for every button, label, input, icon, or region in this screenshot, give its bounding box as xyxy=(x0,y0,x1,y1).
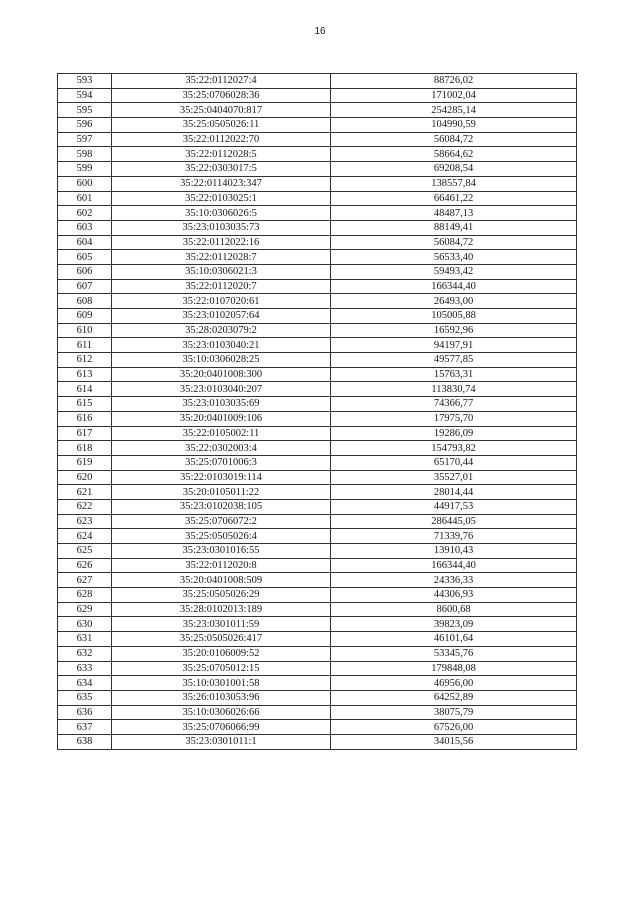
table-row xyxy=(58,118,577,133)
cadastral-value-cell: 105005,88 xyxy=(331,309,577,324)
cadastral-number-cell: 35:22:0107020:61 xyxy=(112,294,331,309)
cadastral-number-cell: 35:22:0103019:114 xyxy=(112,470,331,485)
row-number-cell: 629 xyxy=(58,602,112,617)
table-body xyxy=(58,74,577,750)
table-row xyxy=(58,558,577,573)
cadastral-value-cell: 28014,44 xyxy=(331,485,577,500)
cadastral-number-cell: 35:22:0112020:8 xyxy=(112,558,331,573)
cadastral-number-cell: 35:25:0505026:4 xyxy=(112,529,331,544)
cadastral-value-cell: 166344,40 xyxy=(331,279,577,294)
row-number-cell: 597 xyxy=(58,132,112,147)
row-number-cell: 596 xyxy=(58,118,112,133)
table-row xyxy=(58,573,577,588)
cadastral-number-cell: 35:22:0112022:70 xyxy=(112,132,331,147)
table-row xyxy=(58,632,577,647)
table-row xyxy=(58,309,577,324)
cadastral-value-cell: 286445,05 xyxy=(331,514,577,529)
table-row xyxy=(58,367,577,382)
cadastral-value-cell: 46101,64 xyxy=(331,632,577,647)
cadastral-value-cell: 19286,09 xyxy=(331,426,577,441)
cadastral-number-cell: 35:20:0401009:106 xyxy=(112,411,331,426)
cadastral-value-cell: 48487,13 xyxy=(331,206,577,221)
cadastral-value-cell: 53345,76 xyxy=(331,646,577,661)
row-number-cell: 631 xyxy=(58,632,112,647)
cadastral-value-cell: 15763,31 xyxy=(331,367,577,382)
cadastral-value-cell: 138557,84 xyxy=(331,176,577,191)
cadastral-number-cell: 35:23:0103040:207 xyxy=(112,382,331,397)
cadastral-number-cell: 35:25:0505026:417 xyxy=(112,632,331,647)
table-row xyxy=(58,250,577,265)
cadastral-value-cell: 34015,56 xyxy=(331,734,577,749)
cadastral-number-cell: 35:23:0103035:69 xyxy=(112,397,331,412)
cadastral-number-cell: 35:25:0705012:15 xyxy=(112,661,331,676)
table-row xyxy=(58,294,577,309)
cadastral-value-cell: 254285,14 xyxy=(331,103,577,118)
table-row xyxy=(58,132,577,147)
cadastral-value-cell: 13910,43 xyxy=(331,544,577,559)
table-row xyxy=(58,74,577,89)
row-number-cell: 630 xyxy=(58,617,112,632)
row-number-cell: 636 xyxy=(58,705,112,720)
table-row xyxy=(58,529,577,544)
table-row xyxy=(58,720,577,735)
table-row xyxy=(58,220,577,235)
row-number-cell: 638 xyxy=(58,734,112,749)
table-row xyxy=(58,323,577,338)
row-number-cell: 628 xyxy=(58,588,112,603)
table-row xyxy=(58,485,577,500)
table-row xyxy=(58,191,577,206)
cadastral-number-cell: 35:26:0103053:96 xyxy=(112,690,331,705)
cadastral-value-cell: 88149,41 xyxy=(331,220,577,235)
table-row xyxy=(58,411,577,426)
cadastral-number-cell: 35:22:0112028:5 xyxy=(112,147,331,162)
row-number-cell: 593 xyxy=(58,74,112,89)
row-number-cell: 594 xyxy=(58,88,112,103)
row-number-cell: 609 xyxy=(58,309,112,324)
table-row xyxy=(58,499,577,514)
cadastral-value-cell: 94197,91 xyxy=(331,338,577,353)
table-row xyxy=(58,206,577,221)
row-number-cell: 606 xyxy=(58,264,112,279)
table-row xyxy=(58,617,577,632)
cadastral-value-cell: 46956,00 xyxy=(331,676,577,691)
cadastral-number-cell: 35:10:0306021:3 xyxy=(112,264,331,279)
table-row xyxy=(58,397,577,412)
cadastral-value-cell: 26493,00 xyxy=(331,294,577,309)
cadastral-number-cell: 35:20:0105011:22 xyxy=(112,485,331,500)
cadastral-value-cell: 64252,89 xyxy=(331,690,577,705)
row-number-cell: 623 xyxy=(58,514,112,529)
cadastral-number-cell: 35:20:0401008:300 xyxy=(112,367,331,382)
row-number-cell: 612 xyxy=(58,353,112,368)
cadastral-number-cell: 35:28:0102013:189 xyxy=(112,602,331,617)
table-row xyxy=(58,338,577,353)
cadastral-value-cell: 88726,02 xyxy=(331,74,577,89)
cadastral-value-cell: 16592,96 xyxy=(331,323,577,338)
cadastral-number-cell: 35:22:0112028:7 xyxy=(112,250,331,265)
table-row xyxy=(58,470,577,485)
cadastral-number-cell: 35:28:0203079:2 xyxy=(112,323,331,338)
cadastral-value-cell: 24336,33 xyxy=(331,573,577,588)
cadastral-value-cell: 44306,93 xyxy=(331,588,577,603)
cadastral-value-cell: 17975,70 xyxy=(331,411,577,426)
table-row xyxy=(58,279,577,294)
row-number-cell: 611 xyxy=(58,338,112,353)
cadastral-value-cell: 69208,54 xyxy=(331,162,577,177)
cadastral-number-cell: 35:23:0102057:64 xyxy=(112,309,331,324)
cadastral-value-cell: 66461,22 xyxy=(331,191,577,206)
row-number-cell: 634 xyxy=(58,676,112,691)
table-row xyxy=(58,676,577,691)
row-number-cell: 601 xyxy=(58,191,112,206)
cadastral-value-cell: 154793,82 xyxy=(331,441,577,456)
row-number-cell: 624 xyxy=(58,529,112,544)
row-number-cell: 633 xyxy=(58,661,112,676)
cadastral-number-cell: 35:22:0112020:7 xyxy=(112,279,331,294)
table-row xyxy=(58,147,577,162)
cadastral-number-cell: 35:25:0505026:11 xyxy=(112,118,331,133)
table-row xyxy=(58,353,577,368)
cadastral-value-cell: 49577,85 xyxy=(331,353,577,368)
row-number-cell: 635 xyxy=(58,690,112,705)
cadastral-number-cell: 35:22:0303017:5 xyxy=(112,162,331,177)
row-number-cell: 626 xyxy=(58,558,112,573)
cadastral-value-cell: 67526,00 xyxy=(331,720,577,735)
table-row xyxy=(58,661,577,676)
cadastral-number-cell: 35:23:0301011:1 xyxy=(112,734,331,749)
row-number-cell: 595 xyxy=(58,103,112,118)
cadastral-value-cell: 65170,44 xyxy=(331,455,577,470)
table-row xyxy=(58,646,577,661)
cadastral-number-cell: 35:25:0706028:36 xyxy=(112,88,331,103)
cadastral-number-cell: 35:23:0301011:59 xyxy=(112,617,331,632)
row-number-cell: 632 xyxy=(58,646,112,661)
cadastral-value-table xyxy=(57,73,577,750)
cadastral-number-cell: 35:22:0302003:4 xyxy=(112,441,331,456)
row-number-cell: 605 xyxy=(58,250,112,265)
table-row xyxy=(58,162,577,177)
row-number-cell: 616 xyxy=(58,411,112,426)
row-number-cell: 637 xyxy=(58,720,112,735)
cadastral-value-cell: 59493,42 xyxy=(331,264,577,279)
cadastral-value-cell: 74366,77 xyxy=(331,397,577,412)
table-row xyxy=(58,426,577,441)
cadastral-value-cell: 179848,08 xyxy=(331,661,577,676)
cadastral-number-cell: 35:22:0112027:4 xyxy=(112,74,331,89)
cadastral-value-cell: 171002,04 xyxy=(331,88,577,103)
row-number-cell: 603 xyxy=(58,220,112,235)
cadastral-number-cell: 35:10:0301001:58 xyxy=(112,676,331,691)
cadastral-value-cell: 35527,01 xyxy=(331,470,577,485)
table-row xyxy=(58,382,577,397)
row-number-cell: 620 xyxy=(58,470,112,485)
cadastral-number-cell: 35:25:0505026:29 xyxy=(112,588,331,603)
cadastral-value-cell: 71339,76 xyxy=(331,529,577,544)
row-number-cell: 621 xyxy=(58,485,112,500)
cadastral-number-cell: 35:25:0701006:3 xyxy=(112,455,331,470)
row-number-cell: 625 xyxy=(58,544,112,559)
cadastral-value-cell: 38075,79 xyxy=(331,705,577,720)
cadastral-value-cell: 8600,68 xyxy=(331,602,577,617)
cadastral-number-cell: 35:22:0105002:11 xyxy=(112,426,331,441)
cadastral-value-cell: 58664,62 xyxy=(331,147,577,162)
cadastral-number-cell: 35:25:0404070:817 xyxy=(112,103,331,118)
table-row xyxy=(58,103,577,118)
cadastral-value-cell: 56084,72 xyxy=(331,132,577,147)
cadastral-number-cell: 35:20:0106009:52 xyxy=(112,646,331,661)
cadastral-number-cell: 35:23:0102038:105 xyxy=(112,499,331,514)
row-number-cell: 604 xyxy=(58,235,112,250)
table-row xyxy=(58,441,577,456)
row-number-cell: 602 xyxy=(58,206,112,221)
row-number-cell: 627 xyxy=(58,573,112,588)
table-row xyxy=(58,734,577,749)
row-number-cell: 615 xyxy=(58,397,112,412)
row-number-cell: 619 xyxy=(58,455,112,470)
row-number-cell: 598 xyxy=(58,147,112,162)
table-row xyxy=(58,544,577,559)
cadastral-number-cell: 35:20:0401008:509 xyxy=(112,573,331,588)
cadastral-number-cell: 35:23:0301016:55 xyxy=(112,544,331,559)
page-number: 16 xyxy=(314,26,326,37)
cadastral-number-cell: 35:22:0103025:1 xyxy=(112,191,331,206)
cadastral-number-cell: 35:23:0103040:21 xyxy=(112,338,331,353)
table-row xyxy=(58,264,577,279)
row-number-cell: 607 xyxy=(58,279,112,294)
table-row xyxy=(58,455,577,470)
cadastral-value-cell: 104990,59 xyxy=(331,118,577,133)
cadastral-number-cell: 35:25:0706066:99 xyxy=(112,720,331,735)
cadastral-number-cell: 35:22:0114023:347 xyxy=(112,176,331,191)
table-row xyxy=(58,514,577,529)
cadastral-value-cell: 166344,40 xyxy=(331,558,577,573)
table-row xyxy=(58,705,577,720)
row-number-cell: 613 xyxy=(58,367,112,382)
cadastral-value-cell: 56084,72 xyxy=(331,235,577,250)
row-number-cell: 599 xyxy=(58,162,112,177)
cadastral-value-cell: 56533,40 xyxy=(331,250,577,265)
cadastral-number-cell: 35:23:0103035:73 xyxy=(112,220,331,235)
table-row xyxy=(58,88,577,103)
row-number-cell: 608 xyxy=(58,294,112,309)
cadastral-value-cell: 39823,09 xyxy=(331,617,577,632)
row-number-cell: 617 xyxy=(58,426,112,441)
cadastral-value-cell: 44917,53 xyxy=(331,499,577,514)
cadastral-number-cell: 35:10:0306026:66 xyxy=(112,705,331,720)
row-number-cell: 610 xyxy=(58,323,112,338)
row-number-cell: 614 xyxy=(58,382,112,397)
cadastral-value-cell: 113830,74 xyxy=(331,382,577,397)
cadastral-number-cell: 35:10:0306028:25 xyxy=(112,353,331,368)
row-number-cell: 622 xyxy=(58,499,112,514)
table-row xyxy=(58,690,577,705)
table-row xyxy=(58,176,577,191)
row-number-cell: 618 xyxy=(58,441,112,456)
cadastral-number-cell: 35:22:0112022:16 xyxy=(112,235,331,250)
table-row xyxy=(58,602,577,617)
table-row xyxy=(58,588,577,603)
cadastral-number-cell: 35:10:0306026:5 xyxy=(112,206,331,221)
table-row xyxy=(58,235,577,250)
cadastral-number-cell: 35:25:0706072:2 xyxy=(112,514,331,529)
row-number-cell: 600 xyxy=(58,176,112,191)
